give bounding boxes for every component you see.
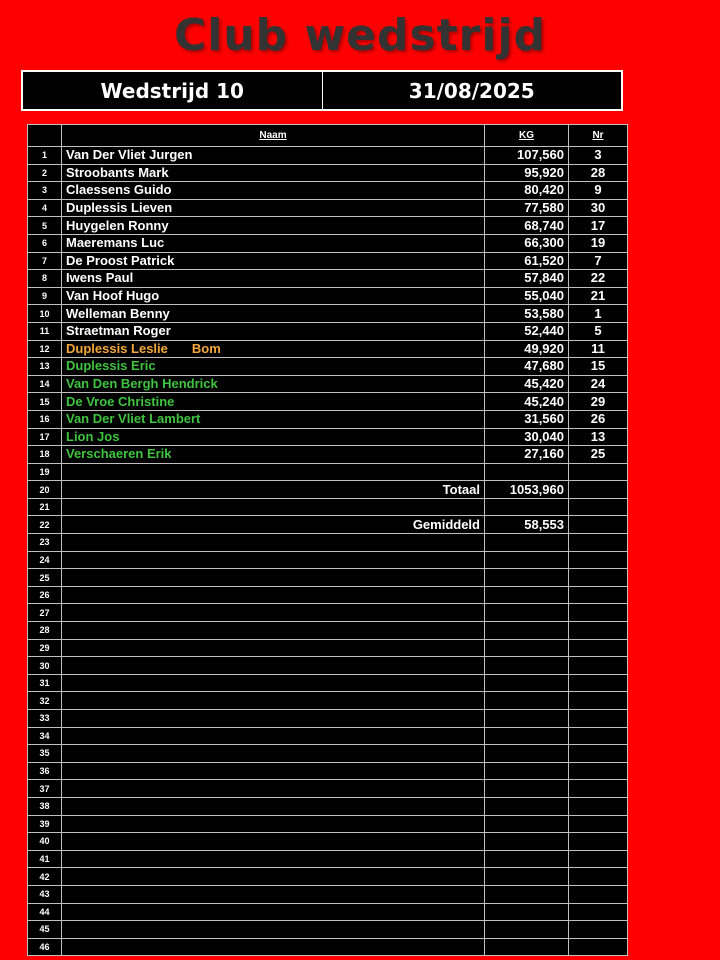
participant-name: Stroobants Mark [66,164,169,180]
table-row [28,586,628,604]
row-number: 29 [28,639,62,657]
weight-kg-cell[interactable]: 95,920 [485,164,569,182]
spot-number-cell[interactable]: 26 [569,410,628,428]
table-row [28,727,628,745]
weight-kg-cell[interactable] [485,903,569,921]
weight-kg-cell[interactable]: 55,040 [485,287,569,305]
weight-kg-cell[interactable] [485,745,569,763]
spot-number-cell[interactable] [569,885,628,903]
spot-number-cell[interactable] [569,657,628,675]
participant-name-cell[interactable] [62,938,485,956]
table-row [28,358,628,376]
weight-kg-cell[interactable]: 77,580 [485,199,569,217]
row-number: 31 [28,674,62,692]
spot-number-cell[interactable] [569,745,628,763]
table-row [28,463,628,481]
table-row [28,762,628,780]
spot-number-cell[interactable] [569,481,628,499]
participant-name-cell[interactable] [62,885,485,903]
spot-number-cell[interactable] [569,622,628,640]
rank-column-header [28,125,62,147]
spot-number-cell[interactable]: 19 [569,234,628,252]
spot-number-cell[interactable]: 17 [569,217,628,235]
participant-name: Van Der Vliet Lambert [66,411,201,427]
row-number: 41 [28,850,62,868]
row-number: 6 [28,234,62,252]
name-column-header[interactable]: Naam [62,125,485,147]
row-number: 1 [28,147,62,165]
row-number: 34 [28,727,62,745]
participant-name-cell[interactable] [62,199,485,217]
participant-name-cell[interactable] [62,164,485,182]
weight-kg-cell[interactable] [485,780,569,798]
weight-kg-cell[interactable]: 68,740 [485,217,569,235]
table-row [28,410,628,428]
table-row [28,815,628,833]
spot-number-cell[interactable] [569,833,628,851]
spot-number-cell[interactable]: 13 [569,428,628,446]
table-row [28,287,628,305]
spot-number-cell[interactable]: 28 [569,164,628,182]
row-number: 7 [28,252,62,270]
row-number: 23 [28,534,62,552]
row-number: 22 [28,516,62,534]
weight-kg-cell[interactable] [485,797,569,815]
participant-name-cell[interactable] [62,340,485,358]
table-row [28,534,628,552]
row-number: 25 [28,569,62,587]
participant-name-cell[interactable] [62,604,485,622]
row-number: 20 [28,481,62,499]
match-label: Wedstrijd 10 [100,78,244,103]
row-number: 33 [28,710,62,728]
weight-kg-cell[interactable] [485,586,569,604]
table-row [28,938,628,956]
row-number: 17 [28,428,62,446]
participant-name-cell[interactable] [62,762,485,780]
spot-number-cell[interactable]: 25 [569,446,628,464]
spot-number-cell[interactable] [569,639,628,657]
table-row [28,833,628,851]
row-number: 18 [28,446,62,464]
row-number: 5 [28,217,62,235]
weight-kg-cell[interactable] [485,622,569,640]
participant-name-cell[interactable] [62,657,485,675]
participant-name-cell[interactable] [62,393,485,411]
row-number: 19 [28,463,62,481]
participant-name: Duplessis Leslie [66,340,168,356]
spot-number-cell[interactable]: 21 [569,287,628,305]
spot-number-cell[interactable]: 1 [569,305,628,323]
spot-number-cell[interactable]: 11 [569,340,628,358]
spot-number-cell[interactable] [569,516,628,534]
table-row [28,780,628,798]
row-number: 30 [28,657,62,675]
table-header-row [28,125,628,147]
spot-number-cell[interactable]: 9 [569,182,628,200]
weight-kg-cell[interactable]: 1053,960 [485,481,569,499]
row-number: 15 [28,393,62,411]
spot-number-cell[interactable]: 5 [569,322,628,340]
participant-name-cell[interactable] [62,569,485,587]
row-number: 11 [28,322,62,340]
table-row [28,340,628,358]
participant-name: Straetman Roger [66,323,171,339]
table-row [28,270,628,288]
weight-kg-cell[interactable]: 107,560 [485,147,569,165]
spot-number-cell[interactable] [569,903,628,921]
table-row [28,252,628,270]
spot-number-cell[interactable]: 3 [569,147,628,165]
participant-name-cell[interactable] [62,921,485,939]
participant-name-cell[interactable] [62,234,485,252]
weight-kg-cell[interactable] [485,762,569,780]
weight-kg-cell[interactable] [485,833,569,851]
participant-note: Bom [191,340,221,356]
row-number: 14 [28,375,62,393]
table-row [28,710,628,728]
spot-number-cell[interactable] [569,586,628,604]
table-row [28,639,628,657]
row-number: 43 [28,885,62,903]
table-row [28,745,628,763]
participant-name-cell[interactable] [62,710,485,728]
weight-kg-cell[interactable] [485,921,569,939]
row-number: 12 [28,340,62,358]
table-row [28,604,628,622]
table-row [28,921,628,939]
table-row [28,147,628,165]
row-number: 42 [28,868,62,886]
weight-kg-cell[interactable] [485,850,569,868]
results-body [28,147,628,956]
participant-name-cell[interactable] [62,780,485,798]
spot-number-cell[interactable] [569,498,628,516]
spot-number-cell[interactable]: 7 [569,252,628,270]
row-number: 9 [28,287,62,305]
spot-number-cell[interactable]: 24 [569,375,628,393]
spot-number-cell[interactable] [569,534,628,552]
row-number: 46 [28,938,62,956]
results-table [27,124,628,956]
table-row [28,446,628,464]
participant-name-cell[interactable] [62,322,485,340]
row-number: 44 [28,903,62,921]
participant-name: De Proost Patrick [66,252,175,268]
weight-kg-cell[interactable] [485,885,569,903]
spot-number-cell[interactable]: 15 [569,358,628,376]
table-row [28,428,628,446]
row-number: 32 [28,692,62,710]
weight-kg-cell[interactable]: 49,920 [485,340,569,358]
weight-kg-cell[interactable] [485,710,569,728]
participant-name-cell[interactable] [62,534,485,552]
participant-name-cell[interactable] [62,692,485,710]
participant-name-cell[interactable] [62,586,485,604]
participant-name: Maeremans Luc [66,235,165,251]
nr-column-header[interactable]: Nr [569,125,628,147]
participant-name: De Vroe Christine [66,393,175,409]
table-row [28,885,628,903]
spot-number-cell[interactable] [569,868,628,886]
row-number: 39 [28,815,62,833]
weight-kg-cell[interactable]: 53,580 [485,305,569,323]
participant-name: Claessens Guido [66,182,172,198]
table-row [28,569,628,587]
weight-kg-cell[interactable]: 66,300 [485,234,569,252]
participant-name: Lion Jos [66,428,120,444]
participant-name: Van Den Bergh Hendrick [66,376,218,392]
table-row [28,393,628,411]
spot-number-cell[interactable] [569,780,628,798]
table-row [28,375,628,393]
kg-column-header[interactable]: KG [485,125,569,147]
spot-number-cell[interactable] [569,569,628,587]
weight-kg-cell[interactable]: 31,560 [485,410,569,428]
participant-name: Van Der Vliet Jurgen [66,147,193,163]
weight-kg-cell[interactable] [485,639,569,657]
participant-name-cell[interactable] [62,182,485,200]
table-row [28,674,628,692]
row-number: 21 [28,498,62,516]
participant-name-cell[interactable] [62,903,485,921]
weight-kg-cell[interactable]: 30,040 [485,428,569,446]
weight-kg-cell[interactable] [485,674,569,692]
row-number: 10 [28,305,62,323]
spot-number-cell[interactable] [569,797,628,815]
table-row [28,498,628,516]
summary-label[interactable]: Totaal [62,481,485,499]
weight-kg-cell[interactable]: 57,840 [485,270,569,288]
participant-name-cell[interactable] [62,358,485,376]
participant-name: Duplessis Eric [66,358,156,374]
weight-kg-cell[interactable]: 61,520 [485,252,569,270]
row-number: 2 [28,164,62,182]
spot-number-cell[interactable] [569,815,628,833]
participant-name-cell[interactable] [62,446,485,464]
table-row [28,164,628,182]
row-number: 45 [28,921,62,939]
weight-kg-cell[interactable] [485,551,569,569]
spot-number-cell[interactable]: 29 [569,393,628,411]
spot-number-cell[interactable]: 22 [569,270,628,288]
table-row [28,305,628,323]
row-number: 4 [28,199,62,217]
table-row [28,622,628,640]
row-number: 28 [28,622,62,640]
table-row [28,322,628,340]
row-number: 13 [28,358,62,376]
participant-name-cell[interactable] [62,833,485,851]
weight-kg-cell[interactable] [485,868,569,886]
spot-number-cell[interactable] [569,938,628,956]
spot-number-cell[interactable] [569,710,628,728]
weight-kg-cell[interactable]: 52,440 [485,322,569,340]
table-row [28,657,628,675]
weight-kg-cell[interactable] [485,657,569,675]
table-row [28,481,628,499]
row-number: 16 [28,410,62,428]
weight-kg-cell[interactable] [485,692,569,710]
participant-name: Iwens Paul [66,270,134,286]
spot-number-cell[interactable] [569,921,628,939]
table-row [28,903,628,921]
weight-kg-cell[interactable] [485,569,569,587]
table-row [28,850,628,868]
spot-number-cell[interactable] [569,463,628,481]
table-row [28,551,628,569]
match-header [21,70,623,111]
participant-name-cell[interactable] [62,850,485,868]
table-row [28,797,628,815]
weight-kg-cell[interactable] [485,463,569,481]
weight-kg-cell[interactable]: 45,420 [485,375,569,393]
participant-name-cell[interactable] [62,270,485,288]
row-number: 37 [28,780,62,798]
participant-name-cell[interactable] [62,815,485,833]
participant-name-cell[interactable] [62,674,485,692]
participant-name-cell[interactable] [62,252,485,270]
participant-name-cell[interactable] [62,217,485,235]
participant-name: Huygelen Ronny [66,217,169,233]
participant-name-cell[interactable] [62,639,485,657]
weight-kg-cell[interactable]: 45,240 [485,393,569,411]
table-row [28,182,628,200]
table-row [28,516,628,534]
participant-name-cell[interactable] [62,287,485,305]
participant-name-cell[interactable] [62,498,485,516]
participant-name-cell[interactable] [62,745,485,763]
participant-name-cell[interactable] [62,868,485,886]
row-number: 40 [28,833,62,851]
table-row [28,217,628,235]
participant-name: Van Hoof Hugo [66,288,160,304]
weight-kg-cell[interactable] [485,534,569,552]
participant-name-cell[interactable] [62,410,485,428]
participant-name-cell[interactable] [62,147,485,165]
weight-kg-cell[interactable] [485,727,569,745]
spot-number-cell[interactable] [569,727,628,745]
row-number: 36 [28,762,62,780]
weight-kg-cell[interactable] [485,604,569,622]
participant-name-cell[interactable] [62,428,485,446]
weight-kg-cell[interactable]: 47,680 [485,358,569,376]
spot-number-cell[interactable] [569,850,628,868]
participant-name: Verschaeren Erik [66,446,172,462]
spot-number-cell[interactable] [569,762,628,780]
participant-name: Duplessis Lieven [66,200,173,216]
weight-kg-cell[interactable]: 58,553 [485,516,569,534]
weight-kg-cell[interactable] [485,938,569,956]
page-title: Club wedstrijd [173,10,547,61]
summary-label[interactable]: Gemiddeld [62,516,485,534]
row-number: 26 [28,586,62,604]
row-number: 8 [28,270,62,288]
weight-kg-cell[interactable] [485,815,569,833]
table-row [28,234,628,252]
row-number: 24 [28,551,62,569]
weight-kg-cell[interactable]: 27,160 [485,446,569,464]
participant-name: Welleman Benny [66,305,170,321]
participant-name-cell[interactable] [62,622,485,640]
row-number: 3 [28,182,62,200]
participant-name-cell[interactable] [62,727,485,745]
participant-name-cell[interactable] [62,305,485,323]
table-row [28,692,628,710]
participant-name-cell[interactable] [62,797,485,815]
participant-name-cell[interactable] [62,463,485,481]
spot-number-cell[interactable]: 30 [569,199,628,217]
spot-number-cell[interactable] [569,551,628,569]
row-number: 35 [28,745,62,763]
spot-number-cell[interactable] [569,674,628,692]
participant-name-cell[interactable] [62,375,485,393]
weight-kg-cell[interactable]: 80,420 [485,182,569,200]
table-row [28,868,628,886]
spot-number-cell[interactable] [569,692,628,710]
participant-name-cell[interactable] [62,551,485,569]
row-number: 27 [28,604,62,622]
row-number: 38 [28,797,62,815]
spot-number-cell[interactable] [569,604,628,622]
match-date: 31/08/2025 [322,72,622,109]
table-row [28,199,628,217]
weight-kg-cell[interactable] [485,498,569,516]
